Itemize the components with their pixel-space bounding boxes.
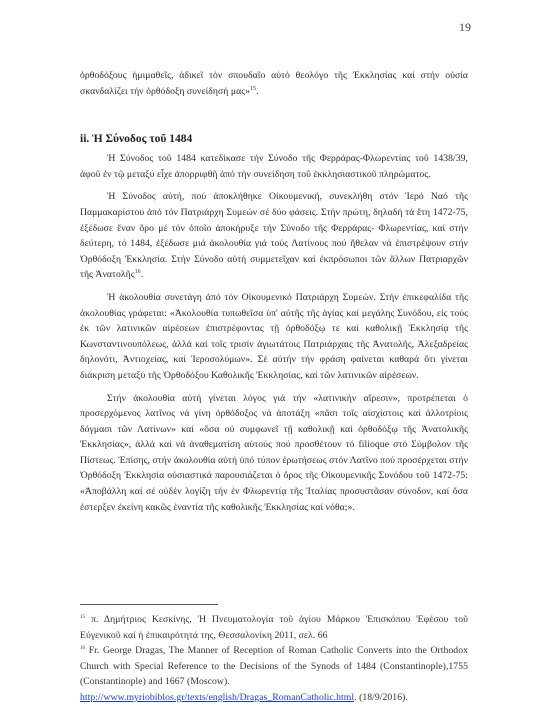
paragraph-1	[80, 151, 468, 182]
paragraph-4	[80, 391, 468, 516]
paragraph-3	[80, 290, 468, 384]
page-body	[80, 68, 468, 515]
footnote-ref-15[interactable]: 15	[249, 85, 257, 92]
intro-tail: .	[256, 85, 259, 97]
footnote-number: 15	[80, 614, 86, 620]
paragraph-1-text: Ἡ Σύνοδος τοῦ 1484 κατεδίκασε τήν Σύνοδο τῆς Φερράρας-Φλωρεντίας τοῦ 1438/39, ἀφοῦ ἐν τῷ μεταξύ εἶχε ἀπορριφθῆ ἀπό τήν συνείδηση τοῦ ἐκκλησιαστικοῦ πληρώματος.	[80, 153, 468, 180]
paragraph-3-text: Ἡ ἀκολουθία συνετάγη ἀπό τόν Οἰκουμενικό Πατριάρχη Συμεών. Στήν ἐπικεφαλίδα τῆς ἀκολουθίας γράφεται: «Ἀκολουθία τυπωθεῖσα ὑπ' αὐτῆς τῆς ἁγίας καί μεγάλης Συνόδου, εἰς τούς ἐκ τῶν λατινικῶν αἱρέσεων ἐπιστρέφοντας τῇ ὀρθοδόξῳ τε καί καθολικῇ Ἐκκλησίᾳ τῆς Κωνσταντινουπόλεως, ἀλλά καί τοῖς τρισίν ἁγιωτάτοις Πατριάρχαις τῆς Ἀνατολῆς, Ἀλεξαδρείας δηλονότι, Ἀντιοχείας, καί Ἱεροσολύμων». Σέ αὐτήν τήν φράση φαίνεται καθαρά ὅτι γίνεται διάκριση μεταξύ τῆς Ὀρθοδόξου Καθολικῆς Ἐκκλησίας, καί τῶν λατινικῶν αἱρέσεων.	[80, 291, 468, 381]
paragraph-2-text: Ἡ Σύνοδος αὐτή, πού ἀποκλήθηκε Οἰκουμενική, συνεκλήθη στόν Ἱερό Ναό τῆς Παμμακαρίστου ἀπό τόν Πατριάρχη Συμεών σέ δύο φάσεις. Στήν πρώτη, δηλαδή τά ἔτη 1472-75, ἐξέδωσε ἕναν ὅρο μέ τόν ὁποῖο ἀποκήρυξε τήν Σύνοδο τῆς Φερράρας- Φλωρεντίας, καί στήν δεύτερη, τό 1484, ἐξέδωσε μιά ἀκολουθία γιά τούς Λατίνους πού ἤθελαν νά ἐπιστρέψουν στήν Ὀρθόδοξη Ἐκκλησία. Στήν Σύνοδο αὐτή συμμετεῖχαν καί ἐκπρόσωποι τῶν ἄλλων Πατριαρχῶν τῆς Ἀνατολῆς	[80, 191, 468, 281]
footnotes	[80, 612, 468, 706]
footnote-16	[80, 643, 468, 705]
footnote-text: Fr. George Dragas, The Manner of Reception of Roman Catholic Converts into the Orthodox Church with Special Reference to the Decisions of the Synods of 1484 (Constantinople),1755 (Constantinople) and 1667 (Moscow).	[80, 645, 468, 688]
footnote-text: π. Δημήτριος Κεσκίνης, Ἡ Πνευματολογία τοῦ ἁγίου Μάρκου Ἐπισκόπου Ἐφέσου τοῦ Εὐγενικοῦ καί ἡ ἐπικαιρότητά της, Θεσσαλονίκη 2011, σελ. 66	[80, 614, 468, 641]
paragraph-2	[80, 189, 468, 283]
section-heading: ii. Ἡ Σύνοδος τοῦ 1484	[80, 133, 193, 146]
paragraph-2-tail: .	[140, 269, 144, 281]
page-number: 19	[459, 20, 471, 34]
footnote-number: 16	[80, 645, 86, 651]
footnote-link[interactable]: http://www.myriobiblos.gr/texts/english/Dragas_RomanCatholic.html	[80, 691, 355, 703]
footnote-separator	[80, 604, 218, 605]
footnote-ref-16[interactable]: 16	[134, 269, 141, 276]
intro-paragraph	[80, 68, 468, 99]
paragraph-4-text: Στήν ἀκολουθία αὐτή γίνεται λόγος γιά τήν «λατινικήν αἵρεσιν», προτρέπεται ὁ προσερχόμενος λατῖνος νά γίνη ὀρθόδοξος νά ἀποτάξη «πᾶσι τοῖς αἰσχίστοις καί ἀλλοτρίοις δόγμασι τῶν Λατίνων» καί «ὅσα οὐ συμφωνεῖ τῇ καθολικῇ καί ὀρθοδόξῳ τῆς Ἀνατολικῆς Ἐκκλησίας», ἀλλά καί νά ἀναθεματίση αὐτούς πού προσθέτουν τό filioque στό Σύμβολον τῆς Πίστεως. Ἐπίσης, στήν ἀκολουθία αὐτή ὑπό τύπον ἐρωτήσεως στόν Λατῖνο πού προσέρχεται στήν Ὀρθόδοξη Ἐκκλησία οὐσιαστικά παρουσιάζεται ὁ ὅρος τῆς Οἰκουμενικῆς Συνόδου τοῦ 1472-75: «Ἀποβάλλη καί σέ οὐδέν λογίζη τήν ἐν Φλωρεντίᾳ τῆς Ἰταλίας προσυστᾶσαν σύνοδον, καί ὅσα ἐστερξεν ἐκείνη κακῶς ἐναντία τῆς καθολικῆς Ἐκκλησίας καί νόθα;».	[80, 392, 468, 513]
intro-text: ὀρθοδόξους ἡμιμαθεῖς, ἀδικεῖ τόν σπουδαῖο αὐτό θεολόγο τῆς Ἐκκλησίας καί στήν οὐσία σκανδαλίζει τήν ὀρθόδοξη συνείδησή μας»	[80, 70, 468, 97]
footnote-access-date: . (18/9/2016).	[354, 691, 408, 703]
footnote-15	[80, 612, 468, 643]
